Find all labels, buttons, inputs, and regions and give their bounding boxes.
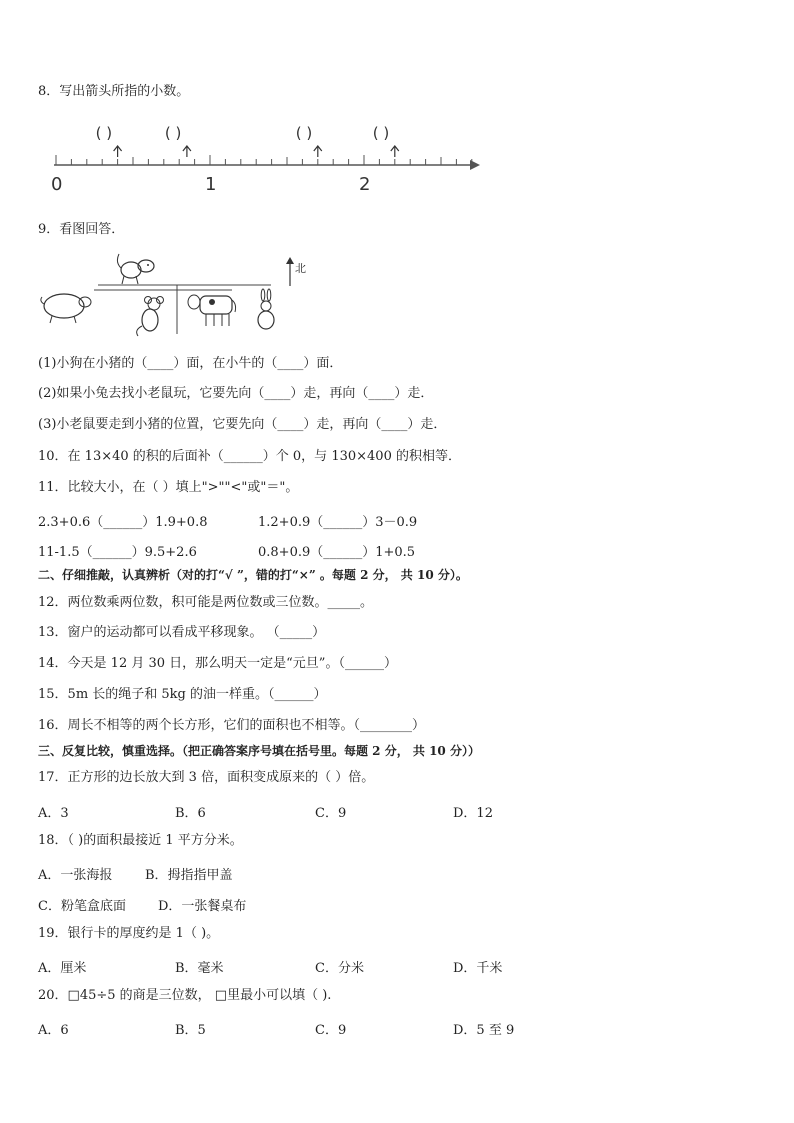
section-2-heading: 二、仔细推敲，认真辨析（对的打“√ ”，错的打“×” 。每题 2 分， 共 10 分）。 bbox=[38, 568, 468, 582]
question-10: 10．在 13×40 的积的后面补（______）个 0，与 130×400 的积相等． bbox=[38, 449, 461, 464]
question-20-option-a: A．6 bbox=[38, 1023, 69, 1038]
number-line-arrow bbox=[373, 124, 399, 157]
question-17-option-a: A．3 bbox=[38, 806, 69, 821]
question-12: 12．两位数乘两位数，积可能是两位数或三位数。_____。 bbox=[38, 595, 374, 610]
number-line-label: 2 bbox=[359, 174, 371, 195]
answer-paren: ( ) bbox=[295, 124, 313, 142]
question-20-option-c: C．9 bbox=[315, 1023, 347, 1038]
mouse-icon bbox=[137, 297, 164, 337]
question-18: 18．（ )的面积最接近 1 平方分米。 bbox=[38, 833, 243, 848]
question-18-option-c: C．粉笔盒底面 bbox=[38, 899, 126, 914]
question-20: 20．□45÷5 的商是三位数， □里最小可以填（ ). bbox=[38, 988, 332, 1003]
answer-paren: ( ) bbox=[372, 124, 390, 142]
number-line-arrow bbox=[165, 124, 191, 157]
number-line-label: 0 bbox=[51, 174, 63, 195]
question-9-1: (1)小狗在小猪的（____）面，在小牛的（____）面． bbox=[38, 356, 343, 371]
question-20-option-b: B．5 bbox=[175, 1023, 206, 1038]
question-11-row2-left: 11-1.5（______）9.5+2.6 bbox=[38, 545, 197, 560]
question-11-row2-right: 0.8+0.9（______）1+0.5 bbox=[258, 545, 416, 560]
question-11: 11．比较大小，在（ ）填上">""<"或"＝"。 bbox=[38, 480, 299, 495]
question-17-option-b: B．6 bbox=[175, 806, 206, 821]
number-line-label: 1 bbox=[205, 174, 217, 195]
section-3-heading: 三、反复比较，慎重选择。（把正确答案序号填在括号里。每题 2 分， 共 10 分）） bbox=[38, 744, 480, 758]
north-label: 北 bbox=[295, 262, 306, 275]
north-arrowhead bbox=[286, 257, 294, 264]
question-11-row1-left: 2.3+0.6（______）1.9+0.8 bbox=[38, 515, 208, 530]
question-18-option-d: D．一张餐桌布 bbox=[158, 899, 247, 914]
question-17: 17．正方形的边长放大到 3 倍，面积变成原来的（ ）倍。 bbox=[38, 770, 375, 785]
question-17-option-d: D．12 bbox=[453, 806, 493, 821]
question-13: 13．窗户的运动都可以看成平移现象。 （_____） bbox=[38, 625, 326, 640]
question-9-3: (3)小老鼠要走到小猪的位置，它要先向（____）走，再向（____）走． bbox=[38, 417, 447, 432]
pig-icon bbox=[41, 294, 91, 323]
answer-paren: ( ) bbox=[95, 124, 113, 142]
question-20-option-d: D．5 至 9 bbox=[453, 1023, 515, 1038]
question-17-option-c: C．9 bbox=[315, 806, 347, 821]
question-9-2: (2)如果小兔去找小老鼠玩，它要先向（____）走，再向（____）走． bbox=[38, 386, 434, 401]
dog-icon bbox=[117, 254, 154, 284]
question-8: 8．写出箭头所指的小数。 bbox=[38, 84, 190, 99]
question-11-row1-right: 1.2+0.9（______）3－0.9 bbox=[258, 515, 418, 530]
question-15: 15．5m 长的绳子和 5kg 的油一样重。（______） bbox=[38, 687, 327, 702]
question-18-option-a: A．一张海报 bbox=[38, 868, 113, 883]
number-line-arrow bbox=[96, 124, 122, 157]
question-9: 9．看图回答． bbox=[38, 222, 125, 237]
number-line-arrowhead bbox=[470, 160, 480, 170]
question-19-option-c: C．分米 bbox=[315, 961, 364, 976]
position-diagram bbox=[36, 248, 316, 338]
question-19-option-a: A．厘米 bbox=[38, 961, 87, 976]
question-16: 16．周长不相等的两个长方形，它们的面积也不相等。（________） bbox=[38, 718, 426, 733]
answer-paren: ( ) bbox=[164, 124, 182, 142]
question-19: 19．银行卡的厚度约是 1（ )。 bbox=[38, 926, 220, 941]
question-19-option-b: B．毫米 bbox=[175, 961, 224, 976]
rabbit-icon bbox=[258, 289, 274, 329]
cow-icon bbox=[188, 295, 236, 326]
question-14: 14．今天是 12 月 30 日，那么明天一定是“元旦”。（______） bbox=[38, 656, 397, 671]
question-19-option-d: D．千米 bbox=[453, 961, 503, 976]
number-line bbox=[40, 115, 490, 195]
number-line-arrow bbox=[296, 124, 322, 157]
question-18-option-b: B．拇指指甲盖 bbox=[145, 868, 233, 883]
